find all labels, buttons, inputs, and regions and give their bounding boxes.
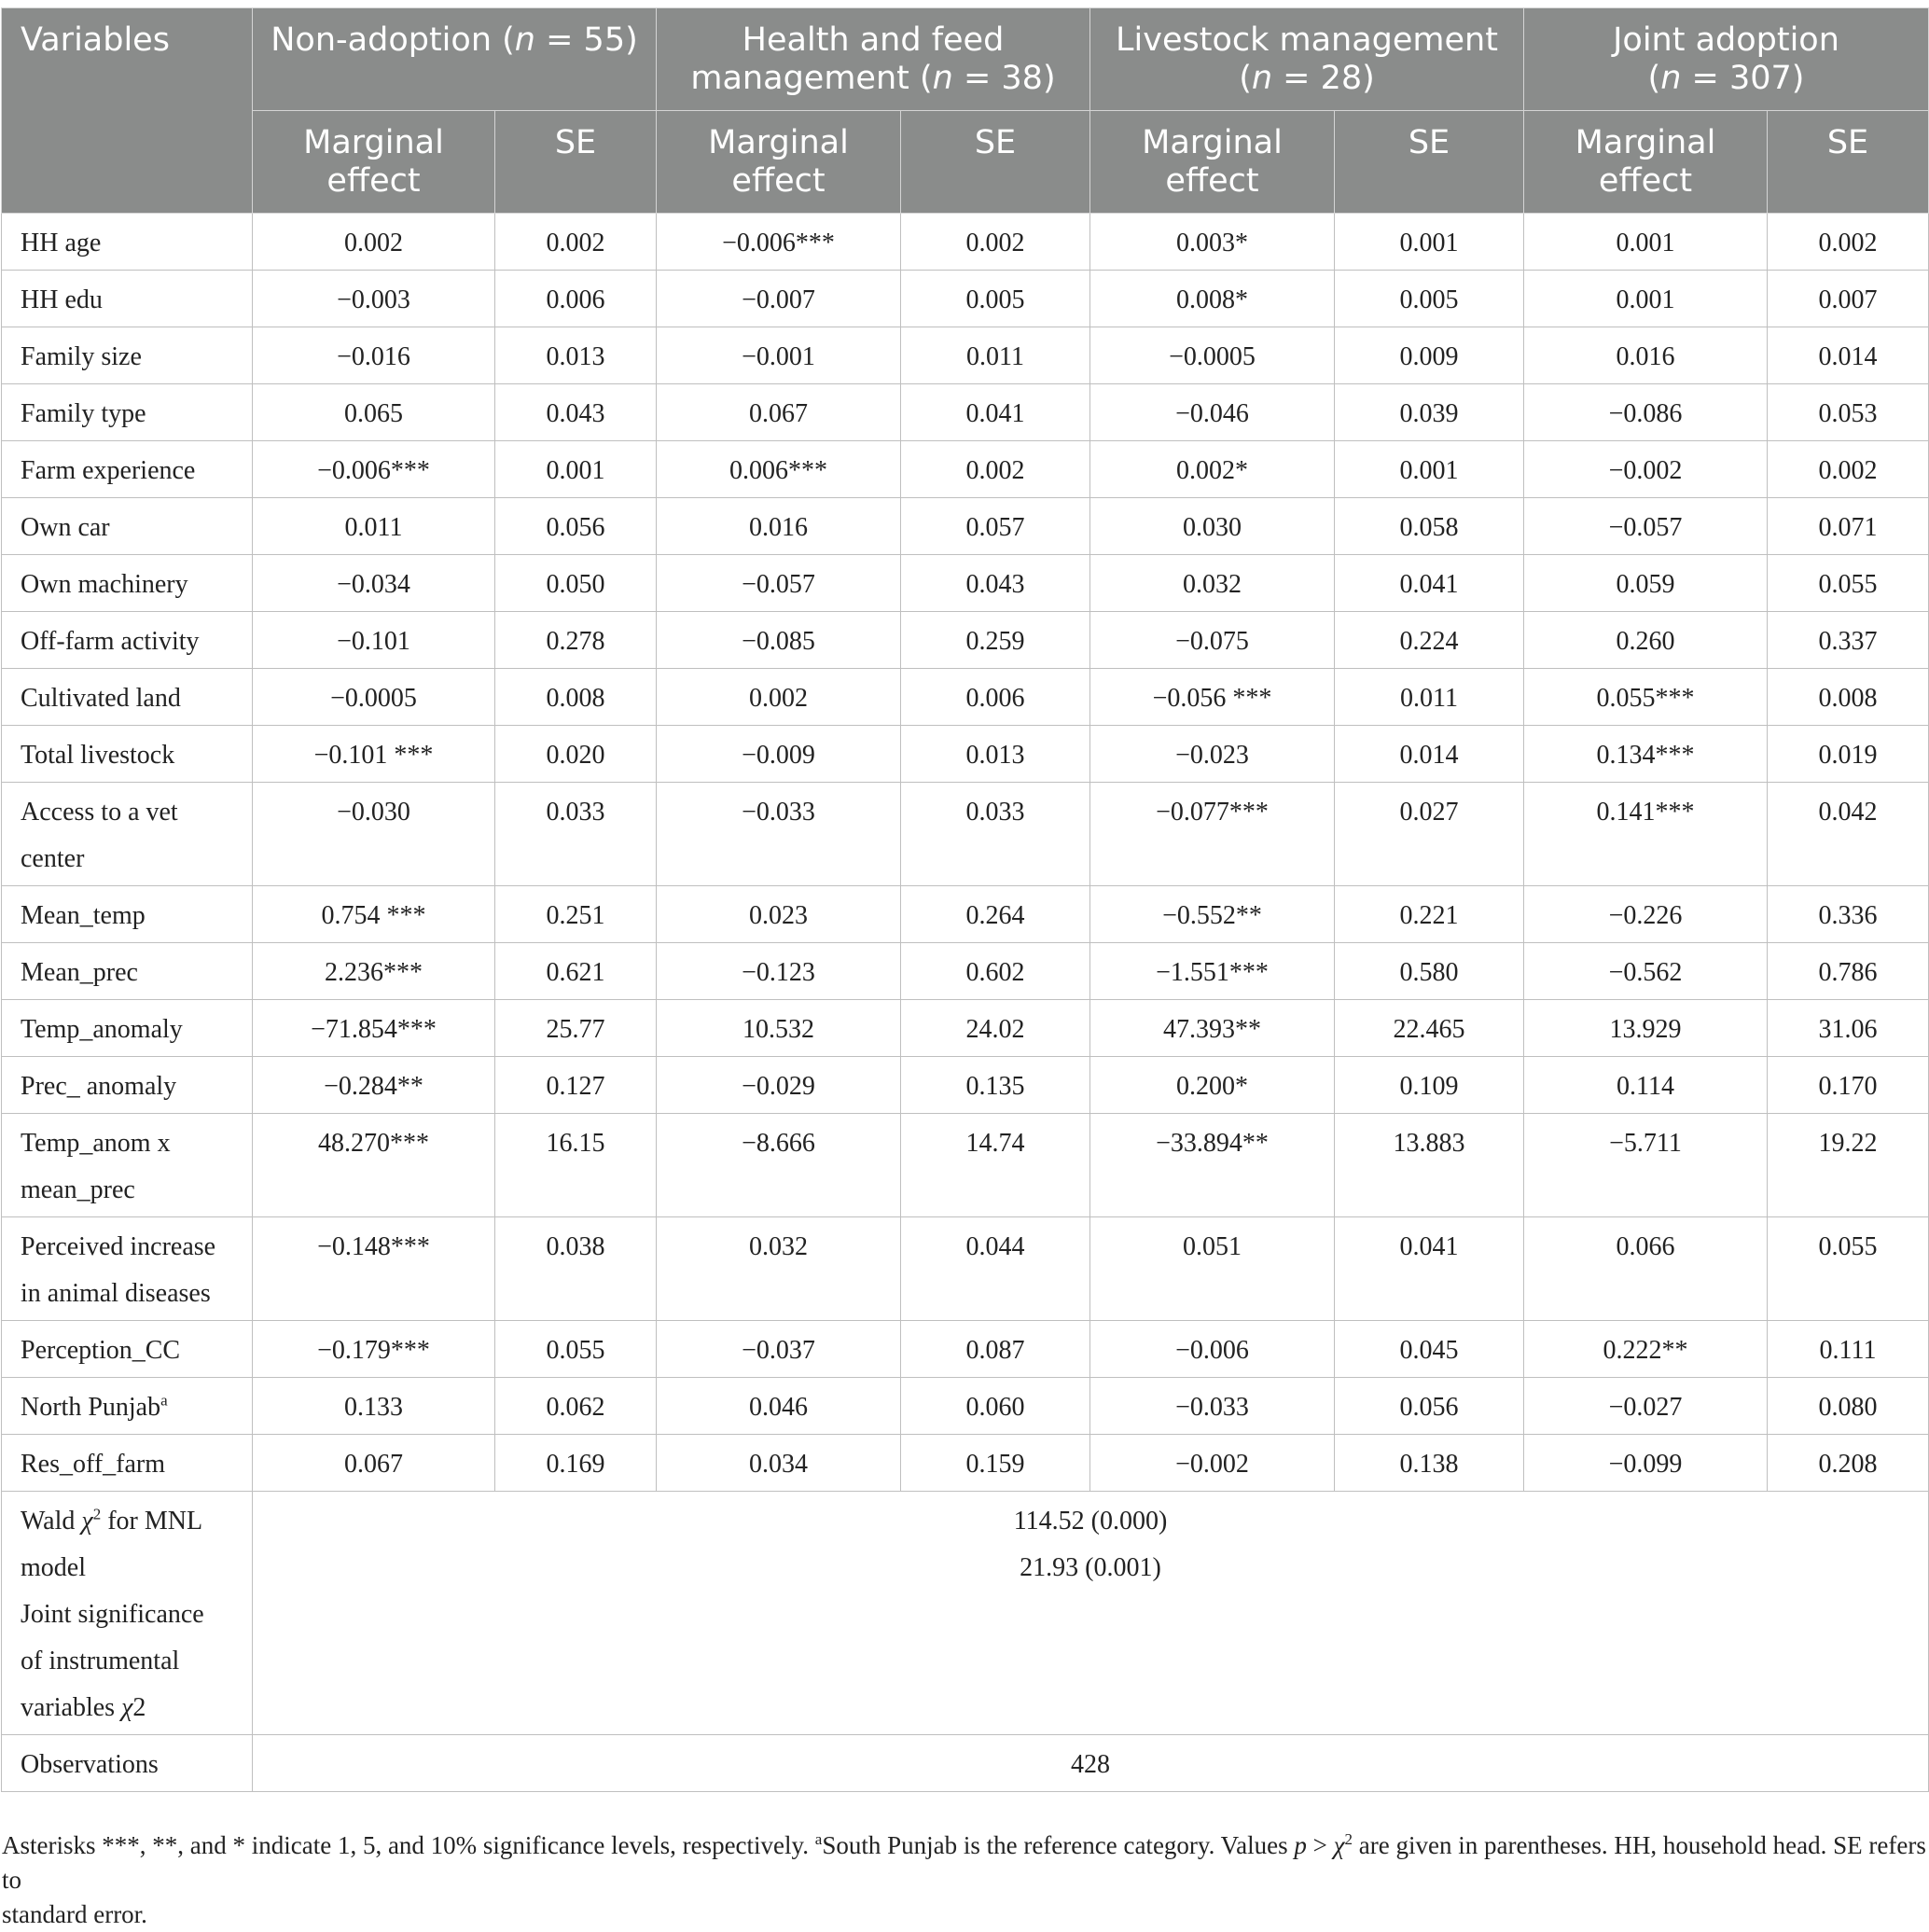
results-table-wrapper [0, 7, 1929, 1792]
se-cell: 0.060 [901, 1378, 1090, 1435]
subheader-marginal-effect: Marginal effect [657, 111, 901, 214]
se-cell: 16.15 [495, 1114, 657, 1217]
marginal-effect-cell: 0.030 [1090, 498, 1335, 555]
se-cell: 0.011 [1335, 669, 1524, 726]
se-cell: 0.008 [495, 669, 657, 726]
marginal-effect-cell: −0.552** [1090, 886, 1335, 943]
marginal-effect-cell: −0.001 [657, 327, 901, 384]
table-row [2, 943, 1929, 1000]
se-cell: 0.058 [1335, 498, 1524, 555]
marginal-effect-cell: −1.551*** [1090, 943, 1335, 1000]
marginal-effect-cell: 0.200* [1090, 1057, 1335, 1114]
variable-name: Family size [2, 327, 253, 384]
se-cell: 31.06 [1768, 1000, 1929, 1057]
marginal-effect-cell: −0.284** [253, 1057, 495, 1114]
se-cell: 0.011 [901, 327, 1090, 384]
marginal-effect-cell: −0.077*** [1090, 783, 1335, 886]
se-cell: 0.056 [495, 498, 657, 555]
se-cell: 0.336 [1768, 886, 1929, 943]
marginal-effect-cell: −0.006 [1090, 1321, 1335, 1378]
marginal-effect-cell: −0.037 [657, 1321, 901, 1378]
se-cell: 14.74 [901, 1114, 1090, 1217]
marginal-effect-cell: −33.894** [1090, 1114, 1335, 1217]
wald-values [253, 1492, 1929, 1735]
se-cell: 0.053 [1768, 384, 1929, 441]
se-cell: 0.170 [1768, 1057, 1929, 1114]
se-cell: 0.001 [1335, 441, 1524, 498]
marginal-effect-cell: 0.134*** [1524, 726, 1768, 783]
variable-name: Prec_ anomaly [2, 1057, 253, 1114]
variable-name: Own machinery [2, 555, 253, 612]
marginal-effect-cell: 0.066 [1524, 1217, 1768, 1321]
marginal-effect-cell: 2.236*** [253, 943, 495, 1000]
se-cell: 25.77 [495, 1000, 657, 1057]
variable-name: Cultivated land [2, 669, 253, 726]
marginal-effect-cell: 0.222** [1524, 1321, 1768, 1378]
marginal-effect-cell: −0.099 [1524, 1435, 1768, 1492]
marginal-effect-cell: −0.029 [657, 1057, 901, 1114]
marginal-effect-cell: −0.101 [253, 612, 495, 669]
subheader-se: SE [1768, 111, 1929, 214]
marginal-effect-cell: −0.057 [657, 555, 901, 612]
se-cell: 0.041 [1335, 555, 1524, 612]
marginal-effect-cell: 0.059 [1524, 555, 1768, 612]
se-cell: 0.055 [495, 1321, 657, 1378]
table-row [2, 783, 1929, 886]
observations-row [2, 1735, 1929, 1792]
se-cell: 0.002 [1768, 214, 1929, 271]
wald-row [2, 1492, 1929, 1735]
marginal-effect-cell: 13.929 [1524, 1000, 1768, 1057]
variable-name: Total livestock [2, 726, 253, 783]
marginal-effect-cell: 0.032 [657, 1217, 901, 1321]
marginal-effect-cell: 0.003* [1090, 214, 1335, 271]
marginal-effect-cell: −0.003 [253, 271, 495, 327]
table-row [2, 1000, 1929, 1057]
marginal-effect-cell: 10.532 [657, 1000, 901, 1057]
variable-name: Mean_temp [2, 886, 253, 943]
variable-name: Own car [2, 498, 253, 555]
marginal-effect-cell: 0.133 [253, 1378, 495, 1435]
se-cell: 0.001 [495, 441, 657, 498]
marginal-effect-cell: 48.270*** [253, 1114, 495, 1217]
subheader-marginal-effect: Marginal effect [1524, 111, 1768, 214]
marginal-effect-cell: −0.086 [1524, 384, 1768, 441]
table-row [2, 441, 1929, 498]
marginal-effect-cell: 0.260 [1524, 612, 1768, 669]
se-cell: 0.013 [901, 726, 1090, 783]
variable-name: Res_off_farm [2, 1435, 253, 1492]
marginal-effect-cell: 0.001 [1524, 271, 1768, 327]
variable-name: Perceived increase in animal diseases [2, 1217, 253, 1321]
se-cell: 0.159 [901, 1435, 1090, 1492]
table-row [2, 327, 1929, 384]
marginal-effect-cell: −0.007 [657, 271, 901, 327]
marginal-effect-cell: −0.179*** [253, 1321, 495, 1378]
se-cell: 0.033 [901, 783, 1090, 886]
table-row [2, 271, 1929, 327]
marginal-effect-cell: −0.056 *** [1090, 669, 1335, 726]
table-header [2, 8, 1929, 214]
marginal-effect-cell: 0.002* [1090, 441, 1335, 498]
marginal-effect-cell: −0.033 [1090, 1378, 1335, 1435]
marginal-effect-cell: −0.226 [1524, 886, 1768, 943]
table-row [2, 1217, 1929, 1321]
se-cell: 19.22 [1768, 1114, 1929, 1217]
marginal-effect-cell: −0.006*** [253, 441, 495, 498]
se-cell: 0.005 [901, 271, 1090, 327]
header-joint-adoption: Joint adoption (n = 307) [1524, 8, 1929, 111]
se-cell: 0.002 [1768, 441, 1929, 498]
marginal-effect-cell: −0.002 [1090, 1435, 1335, 1492]
table-row [2, 384, 1929, 441]
se-cell: 0.621 [495, 943, 657, 1000]
marginal-effect-cell: 0.046 [657, 1378, 901, 1435]
table-row [2, 1114, 1929, 1217]
se-cell: 0.109 [1335, 1057, 1524, 1114]
se-cell: 0.044 [901, 1217, 1090, 1321]
se-cell: 0.127 [495, 1057, 657, 1114]
variable-name: HH edu [2, 271, 253, 327]
marginal-effect-cell: −8.666 [657, 1114, 901, 1217]
marginal-effect-cell: 0.002 [253, 214, 495, 271]
se-cell: 0.006 [901, 669, 1090, 726]
se-cell: 0.045 [1335, 1321, 1524, 1378]
marginal-effect-cell: −0.016 [253, 327, 495, 384]
se-cell: 0.006 [495, 271, 657, 327]
table-footnote: Asterisks ***, **, and * indicate 1, 5, and 10% significance levels, respectively. $^a$South Punjab is the reference category. Values $p > \chi^2$ are given in parentheses. HH, household head. SE refers to standard error. [2, 1830, 1926, 1928]
marginal-effect-cell: −0.101 *** [253, 726, 495, 783]
se-cell: 0.009 [1335, 327, 1524, 384]
table-summary [2, 1492, 1929, 1792]
marginal-effect-cell: −0.034 [253, 555, 495, 612]
se-cell: 0.043 [495, 384, 657, 441]
variable-name: Temp_anom x mean_prec [2, 1114, 253, 1217]
table-row [2, 498, 1929, 555]
marginal-effect-cell: 0.055*** [1524, 669, 1768, 726]
marginal-effect-cell: 0.023 [657, 886, 901, 943]
se-cell: 0.014 [1335, 726, 1524, 783]
header-livestock-management: Livestock management (n = 28) [1090, 8, 1524, 111]
marginal-effect-cell: −0.023 [1090, 726, 1335, 783]
variable-name: Mean_prec [2, 943, 253, 1000]
se-cell: 0.020 [495, 726, 657, 783]
marginal-effect-cell: −5.711 [1524, 1114, 1768, 1217]
marginal-effect-cell: 0.002 [657, 669, 901, 726]
se-cell: 0.014 [1768, 327, 1929, 384]
se-cell: 0.580 [1335, 943, 1524, 1000]
se-cell: 0.041 [1335, 1217, 1524, 1321]
variable-name: Family type [2, 384, 253, 441]
table-row [2, 1057, 1929, 1114]
wald-chi2-value: 114.52 (0.000) [1013, 1507, 1168, 1536]
marginal-effect-cell: −0.027 [1524, 1378, 1768, 1435]
se-cell: 0.041 [901, 384, 1090, 441]
marginal-effect-cell: 0.141*** [1524, 783, 1768, 886]
header-health-feed-management: Health and feed management (n = 38) [657, 8, 1090, 111]
marginal-effect-cell: 0.008* [1090, 271, 1335, 327]
marginal-effect-cell: −0.0005 [253, 669, 495, 726]
variable-name: HH age [2, 214, 253, 271]
se-cell: 0.043 [901, 555, 1090, 612]
se-cell: 0.002 [901, 214, 1090, 271]
se-cell: 0.062 [495, 1378, 657, 1435]
observations-label: Observations [2, 1735, 253, 1792]
se-cell: 0.786 [1768, 943, 1929, 1000]
se-cell: 0.221 [1335, 886, 1524, 943]
se-cell: 0.080 [1768, 1378, 1929, 1435]
marginal-effect-cell: −0.085 [657, 612, 901, 669]
se-cell: 0.135 [901, 1057, 1090, 1114]
variable-name: Temp_anomaly [2, 1000, 253, 1057]
se-cell: 0.169 [495, 1435, 657, 1492]
se-cell: 0.002 [495, 214, 657, 271]
marginal-effect-cell: −0.057 [1524, 498, 1768, 555]
se-cell: 0.050 [495, 555, 657, 612]
se-cell: 0.039 [1335, 384, 1524, 441]
table-row [2, 214, 1929, 271]
header-non-adoption: Non-adoption (n = 55) [253, 8, 657, 111]
se-cell: 0.278 [495, 612, 657, 669]
subheader-se: SE [1335, 111, 1524, 214]
subheader-se: SE [901, 111, 1090, 214]
marginal-effect-cell: −0.562 [1524, 943, 1768, 1000]
se-cell: 0.259 [901, 612, 1090, 669]
marginal-effect-cell: 0.067 [253, 1435, 495, 1492]
table-row [2, 555, 1929, 612]
se-cell: 0.001 [1335, 214, 1524, 271]
se-cell: 0.008 [1768, 669, 1929, 726]
se-cell: 0.055 [1768, 555, 1929, 612]
subheader-marginal-effect: Marginal effect [253, 111, 495, 214]
wald-label: Wald $\chi^2$ for MNL model Joint significance of instrumental variables χ2 [2, 1492, 253, 1735]
marginal-effect-cell: 0.001 [1524, 214, 1768, 271]
se-cell: 0.019 [1768, 726, 1929, 783]
header-variables: Variables [2, 8, 253, 214]
marginal-effect-cell: 0.114 [1524, 1057, 1768, 1114]
marginal-effect-cell: −0.123 [657, 943, 901, 1000]
variable-name: Farm experience [2, 441, 253, 498]
marginal-effect-cell: 0.011 [253, 498, 495, 555]
marginal-effect-cell: −0.148*** [253, 1217, 495, 1321]
marginal-effect-cell: 0.032 [1090, 555, 1335, 612]
subheader-marginal-effect: Marginal effect [1090, 111, 1335, 214]
se-cell: 0.087 [901, 1321, 1090, 1378]
table-row [2, 612, 1929, 669]
se-cell: 0.224 [1335, 612, 1524, 669]
se-cell: 0.013 [495, 327, 657, 384]
se-cell: 0.027 [1335, 783, 1524, 886]
marginal-effect-cell: −71.854*** [253, 1000, 495, 1057]
se-cell: 0.042 [1768, 783, 1929, 886]
variable-name: Off-farm activity [2, 612, 253, 669]
se-cell: 0.002 [901, 441, 1090, 498]
se-cell: 0.033 [495, 783, 657, 886]
table-body [2, 214, 1929, 1492]
instrument-joint-significance-value: 21.93 (0.001) [1020, 1553, 1161, 1582]
se-cell: 0.138 [1335, 1435, 1524, 1492]
se-cell: 0.007 [1768, 271, 1929, 327]
marginal-effect-cell: −0.075 [1090, 612, 1335, 669]
marginal-effect-cell: −0.0005 [1090, 327, 1335, 384]
marginal-effect-cell: 0.067 [657, 384, 901, 441]
marginal-effect-cell: 0.051 [1090, 1217, 1335, 1321]
se-cell: 0.005 [1335, 271, 1524, 327]
se-cell: 0.057 [901, 498, 1090, 555]
se-cell: 13.883 [1335, 1114, 1524, 1217]
se-cell: 0.208 [1768, 1435, 1929, 1492]
marginal-effect-cell: 0.006*** [657, 441, 901, 498]
marginal-effect-cell: −0.046 [1090, 384, 1335, 441]
marginal-effect-cell: 0.016 [1524, 327, 1768, 384]
se-cell: 0.038 [495, 1217, 657, 1321]
se-cell: 24.02 [901, 1000, 1090, 1057]
table-row [2, 669, 1929, 726]
se-cell: 0.055 [1768, 1217, 1929, 1321]
marginal-effect-cell: 0.034 [657, 1435, 901, 1492]
marginal-effect-cell: 0.016 [657, 498, 901, 555]
marginal-effects-table [1, 7, 1929, 1792]
subheader-se: SE [495, 111, 657, 214]
variable-name: Access to a vet center [2, 783, 253, 886]
marginal-effect-cell: −0.009 [657, 726, 901, 783]
se-cell: 0.337 [1768, 612, 1929, 669]
se-cell: 0.071 [1768, 498, 1929, 555]
marginal-effect-cell: 0.754 *** [253, 886, 495, 943]
marginal-effect-cell: 47.393** [1090, 1000, 1335, 1057]
marginal-effect-cell: −0.006*** [657, 214, 901, 271]
se-cell: 0.111 [1768, 1321, 1929, 1378]
table-row [2, 726, 1929, 783]
observations-value: 428 [253, 1735, 1929, 1792]
table-row [2, 1435, 1929, 1492]
se-cell: 22.465 [1335, 1000, 1524, 1057]
marginal-effect-cell: −0.030 [253, 783, 495, 886]
se-cell: 0.251 [495, 886, 657, 943]
marginal-effect-cell: −0.002 [1524, 441, 1768, 498]
variable-name: Perception_CC [2, 1321, 253, 1378]
table-row [2, 886, 1929, 943]
table-row [2, 1321, 1929, 1378]
se-cell: 0.602 [901, 943, 1090, 1000]
variable-name: North Punjab$^a$ [2, 1378, 253, 1435]
marginal-effect-cell: −0.033 [657, 783, 901, 886]
marginal-effect-cell: 0.065 [253, 384, 495, 441]
se-cell: 0.264 [901, 886, 1090, 943]
se-cell: 0.056 [1335, 1378, 1524, 1435]
table-row [2, 1378, 1929, 1435]
